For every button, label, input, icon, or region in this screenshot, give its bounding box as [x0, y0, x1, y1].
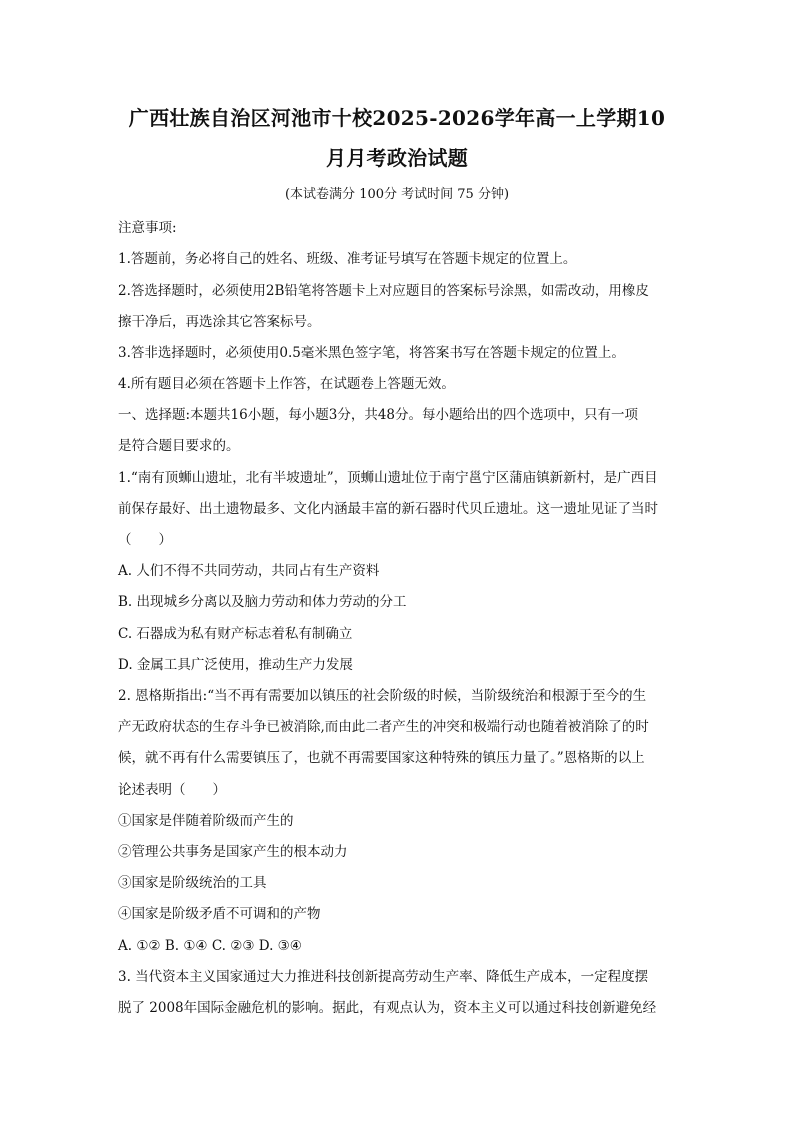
note-line: 擦干净后，再选涂其它答案标号。	[118, 314, 321, 330]
exam-title-line2: 月月考政治试题	[325, 146, 469, 170]
q1-stem: 1.“南有顶蛳山遗址，北有半坡遗址”，顶蛳山遗址位于南宁邕宁区蒲庙镇新新村，是广西目	[118, 470, 658, 486]
q2-statement-3: ③国家是阶级统治的工具	[118, 875, 267, 891]
exam-subtitle: (本试卷满分 100分 考试时间 75 分钟)	[284, 187, 510, 202]
note-line: 4.所有题目必须在答题卡上作答，在试题卷上答题无效。	[118, 376, 455, 392]
q2-stem: 产无政府状态的生存斗争已被消除,而由此二者产生的冲突和极端行动也随着被消除了的时	[118, 719, 649, 735]
q1-stem: （ ）	[118, 532, 172, 548]
q1-stem: 前保存最好、出土遗物最多、文化内涵最丰富的新石器时代贝丘遗址。这一遗址见证了当时	[118, 501, 658, 517]
note-line: 1.答题前，务必将自己的姓名、班级、准考证号填写在答题卡规定的位置上。	[118, 251, 577, 267]
q1-option-c: C. 石器成为私有财产标志着私有制确立	[118, 626, 353, 642]
q2-stem: 候，就不再有什么需要镇压了，也就不再需要国家这种特殊的镇压力量了。”恩格斯的以上	[118, 750, 645, 766]
q2-statement-2: ②管理公共事务是国家产生的根本动力	[118, 844, 348, 860]
q2-statement-4: ④国家是阶级矛盾不可调和的产物	[118, 906, 321, 922]
q3-stem: 脱了 2008年国际金融危机的影响。据此，有观点认为，资本主义可以通过科技创新避免经	[118, 1000, 657, 1016]
q1-option-b: B. 出现城乡分离以及脑力劳动和体力劳动的分工	[118, 594, 407, 610]
q1-option-d: D. 金属工具广泛使用，推动生产力发展	[118, 657, 353, 673]
q1-option-a: A. 人们不得不共同劳动，共同占有生产资料	[118, 563, 380, 579]
q2-statement-1: ①国家是伴随着阶级而产生的	[118, 813, 294, 829]
note-line: 3.答非选择题时，必须使用0.5毫米黑色签字笔，将答案书写在答题卡规定的位置上。	[118, 345, 625, 361]
q2-options: A. ①② B. ①④ C. ②③ D. ③④	[118, 938, 302, 954]
exam-title-line1: 广西壮族自治区河池市十校2025-2026学年高一上学期10	[128, 106, 666, 130]
notes-heading: 注意事项:	[118, 220, 177, 236]
q2-stem: 论述表明（ ）	[118, 782, 226, 798]
section-heading-cont: 是符合题目要求的。	[118, 438, 240, 454]
note-line: 2.答选择题时，必须使用2B铅笔将答题卡上对应题目的答案标号涂黑，如需改动，用橡皮	[118, 283, 649, 299]
q2-stem: 2. 恩格斯指出:“当不再有需要加以镇压的社会阶级的时候，当阶级统治和根源于至今的生	[118, 688, 647, 704]
section-heading: 一、选择题:本题共16小题，每小题3分，共48分。每小题给出的四个选项中，只有一项	[118, 407, 638, 423]
q3-stem: 3. 当代资本主义国家通过大力推进科技创新提高劳动生产率、降低生产成本，一定程度摆	[118, 969, 649, 985]
